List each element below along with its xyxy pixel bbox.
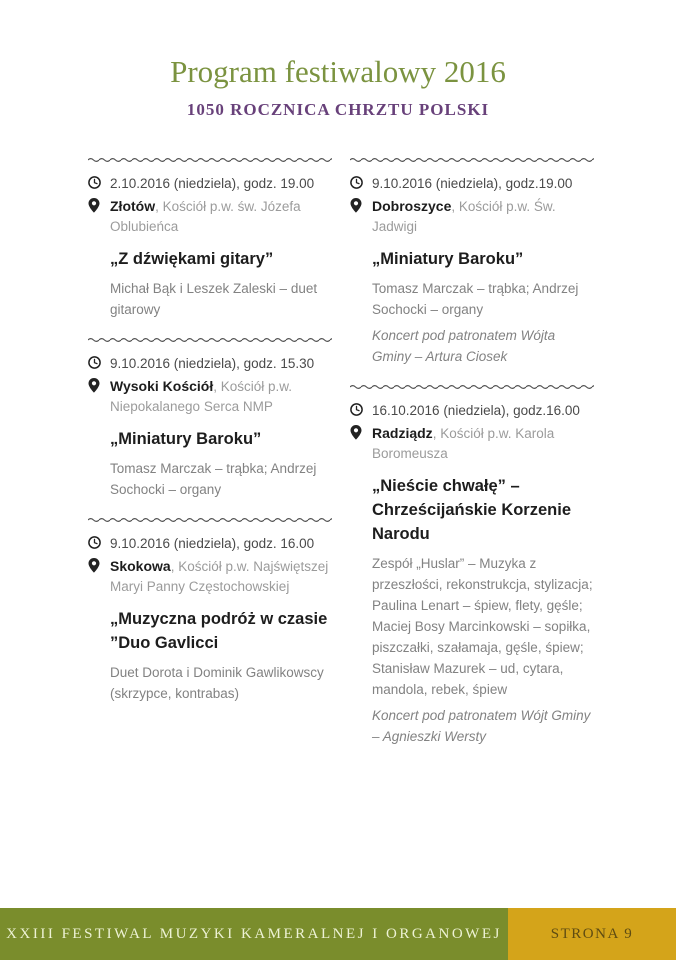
event-title: „Nieście chwałę” – Chrześcijańskie Korzenie Narodu xyxy=(372,477,571,543)
pin-icon xyxy=(350,423,372,440)
event-town: Radziądz xyxy=(372,425,433,441)
footer-page-number: STRONA 9 xyxy=(550,925,634,942)
page-footer xyxy=(0,908,676,960)
clock-icon xyxy=(88,354,110,369)
pin-icon xyxy=(88,376,110,393)
pin-icon xyxy=(88,196,110,213)
event-location xyxy=(372,196,594,237)
event-location-row xyxy=(88,556,332,597)
event-venue: , Kościół p.w. Niepokalanego Serca NMP xyxy=(110,379,293,414)
event-block-dobroszyce xyxy=(350,156,594,367)
event-date: 9.10.2016 (niedziela), godz. 15.30 xyxy=(110,356,315,371)
event-title: „Muzyczna podróż w czasie ”Duo Gavlicci xyxy=(110,610,328,652)
event-performers: Tomasz Marczak – trąbka; Andrzej Sochocki – organy xyxy=(372,281,579,317)
event-date: 9.10.2016 (niedziela), godz.19.00 xyxy=(372,176,573,191)
left-column xyxy=(88,156,332,763)
event-performers: Duet Dorota i Dominik Gawlikowscy (skrzypce, kontrabas) xyxy=(110,665,324,701)
event-location xyxy=(110,196,332,237)
event-date-row xyxy=(88,534,332,553)
program-columns xyxy=(0,156,676,763)
clock-icon xyxy=(88,174,110,189)
right-column xyxy=(350,156,594,763)
event-venue: , Kościół p.w. św. Józefa Oblubieńca xyxy=(110,199,301,234)
event-venue: , Kościół p.w. Karola Boromeusza xyxy=(372,426,555,461)
wavy-divider xyxy=(88,156,332,164)
wavy-divider xyxy=(88,336,332,344)
event-performers: Michał Bąk i Leszek Zaleski – duet gitarowy xyxy=(110,281,318,317)
clock-icon xyxy=(350,401,372,416)
page-title: Program festiwalowy 2016 xyxy=(170,54,506,89)
event-performers: Tomasz Marczak – trąbka; Andrzej Sochocki – organy xyxy=(110,461,317,497)
event-venue: , Kościół p.w. Św. Jadwigi xyxy=(372,199,556,234)
footer-festival-bar xyxy=(0,908,508,960)
event-date-row xyxy=(350,401,594,420)
event-date: 2.10.2016 (niedziela), godz. 19.00 xyxy=(110,176,315,191)
clock-icon xyxy=(350,174,372,189)
event-date: 16.10.2016 (niedziela), godz.16.00 xyxy=(372,403,580,418)
event-title: „Z dźwiękami gitary” xyxy=(110,250,274,268)
event-date-row xyxy=(88,354,332,373)
wavy-divider xyxy=(88,516,332,524)
event-town: Dobroszyce xyxy=(372,198,452,214)
event-location-row xyxy=(88,196,332,237)
page-subtitle: 1050 ROCZNICA CHRZTU POLSKI xyxy=(186,100,490,119)
page-header xyxy=(0,0,676,120)
pin-icon xyxy=(88,556,110,573)
footer-page-box xyxy=(508,908,676,960)
event-town: Skokowa xyxy=(110,558,171,574)
wavy-divider xyxy=(350,383,594,391)
event-date: 9.10.2016 (niedziela), godz. 16.00 xyxy=(110,536,315,551)
event-performers: Zespół „Huslar” – Muzyka z przeszłości, rekonstrukcja, stylizacja; Paulina Lenart – śpiew, flety, gęśle; Maciej Bosy Marcinkowski – sopiłka, piszczałki, szałamaja, gęśle, śpiew; Stanisław Mazurek – ud, cytara, mandola, rebek, śpiew xyxy=(372,556,593,697)
event-block-wysoki-kosciol xyxy=(88,336,332,500)
event-title: „Miniatury Baroku” xyxy=(110,430,262,448)
footer-festival-title: XXIII FESTIWAL MUZYKI KAMERALNEJ I ORGANOWEJ xyxy=(6,925,502,942)
event-date-row xyxy=(350,174,594,193)
wavy-divider xyxy=(350,156,594,164)
event-town: Złotów xyxy=(110,198,156,214)
event-location xyxy=(110,376,332,417)
event-location-row xyxy=(350,196,594,237)
pin-icon xyxy=(350,196,372,213)
event-location xyxy=(110,556,332,597)
event-location-row xyxy=(88,376,332,417)
event-location-row xyxy=(350,423,594,464)
event-venue: , Kościół p.w. Najświętszej Maryi Panny Częstochowskiej xyxy=(110,559,329,594)
event-block-skokowa xyxy=(88,516,332,704)
event-block-radziadz xyxy=(350,383,594,747)
event-location xyxy=(372,423,594,464)
event-town: Wysoki Kościół xyxy=(110,378,214,394)
event-title: „Miniatury Baroku” xyxy=(372,250,524,268)
event-date-row xyxy=(88,174,332,193)
event-block-zlotow xyxy=(88,156,332,320)
event-patronage: Koncert pod patronatem Wójt Gminy – Agnieszki Wersty xyxy=(372,708,591,744)
clock-icon xyxy=(88,534,110,549)
event-patronage: Koncert pod patronatem Wójta Gminy – Artura Ciosek xyxy=(372,328,556,364)
